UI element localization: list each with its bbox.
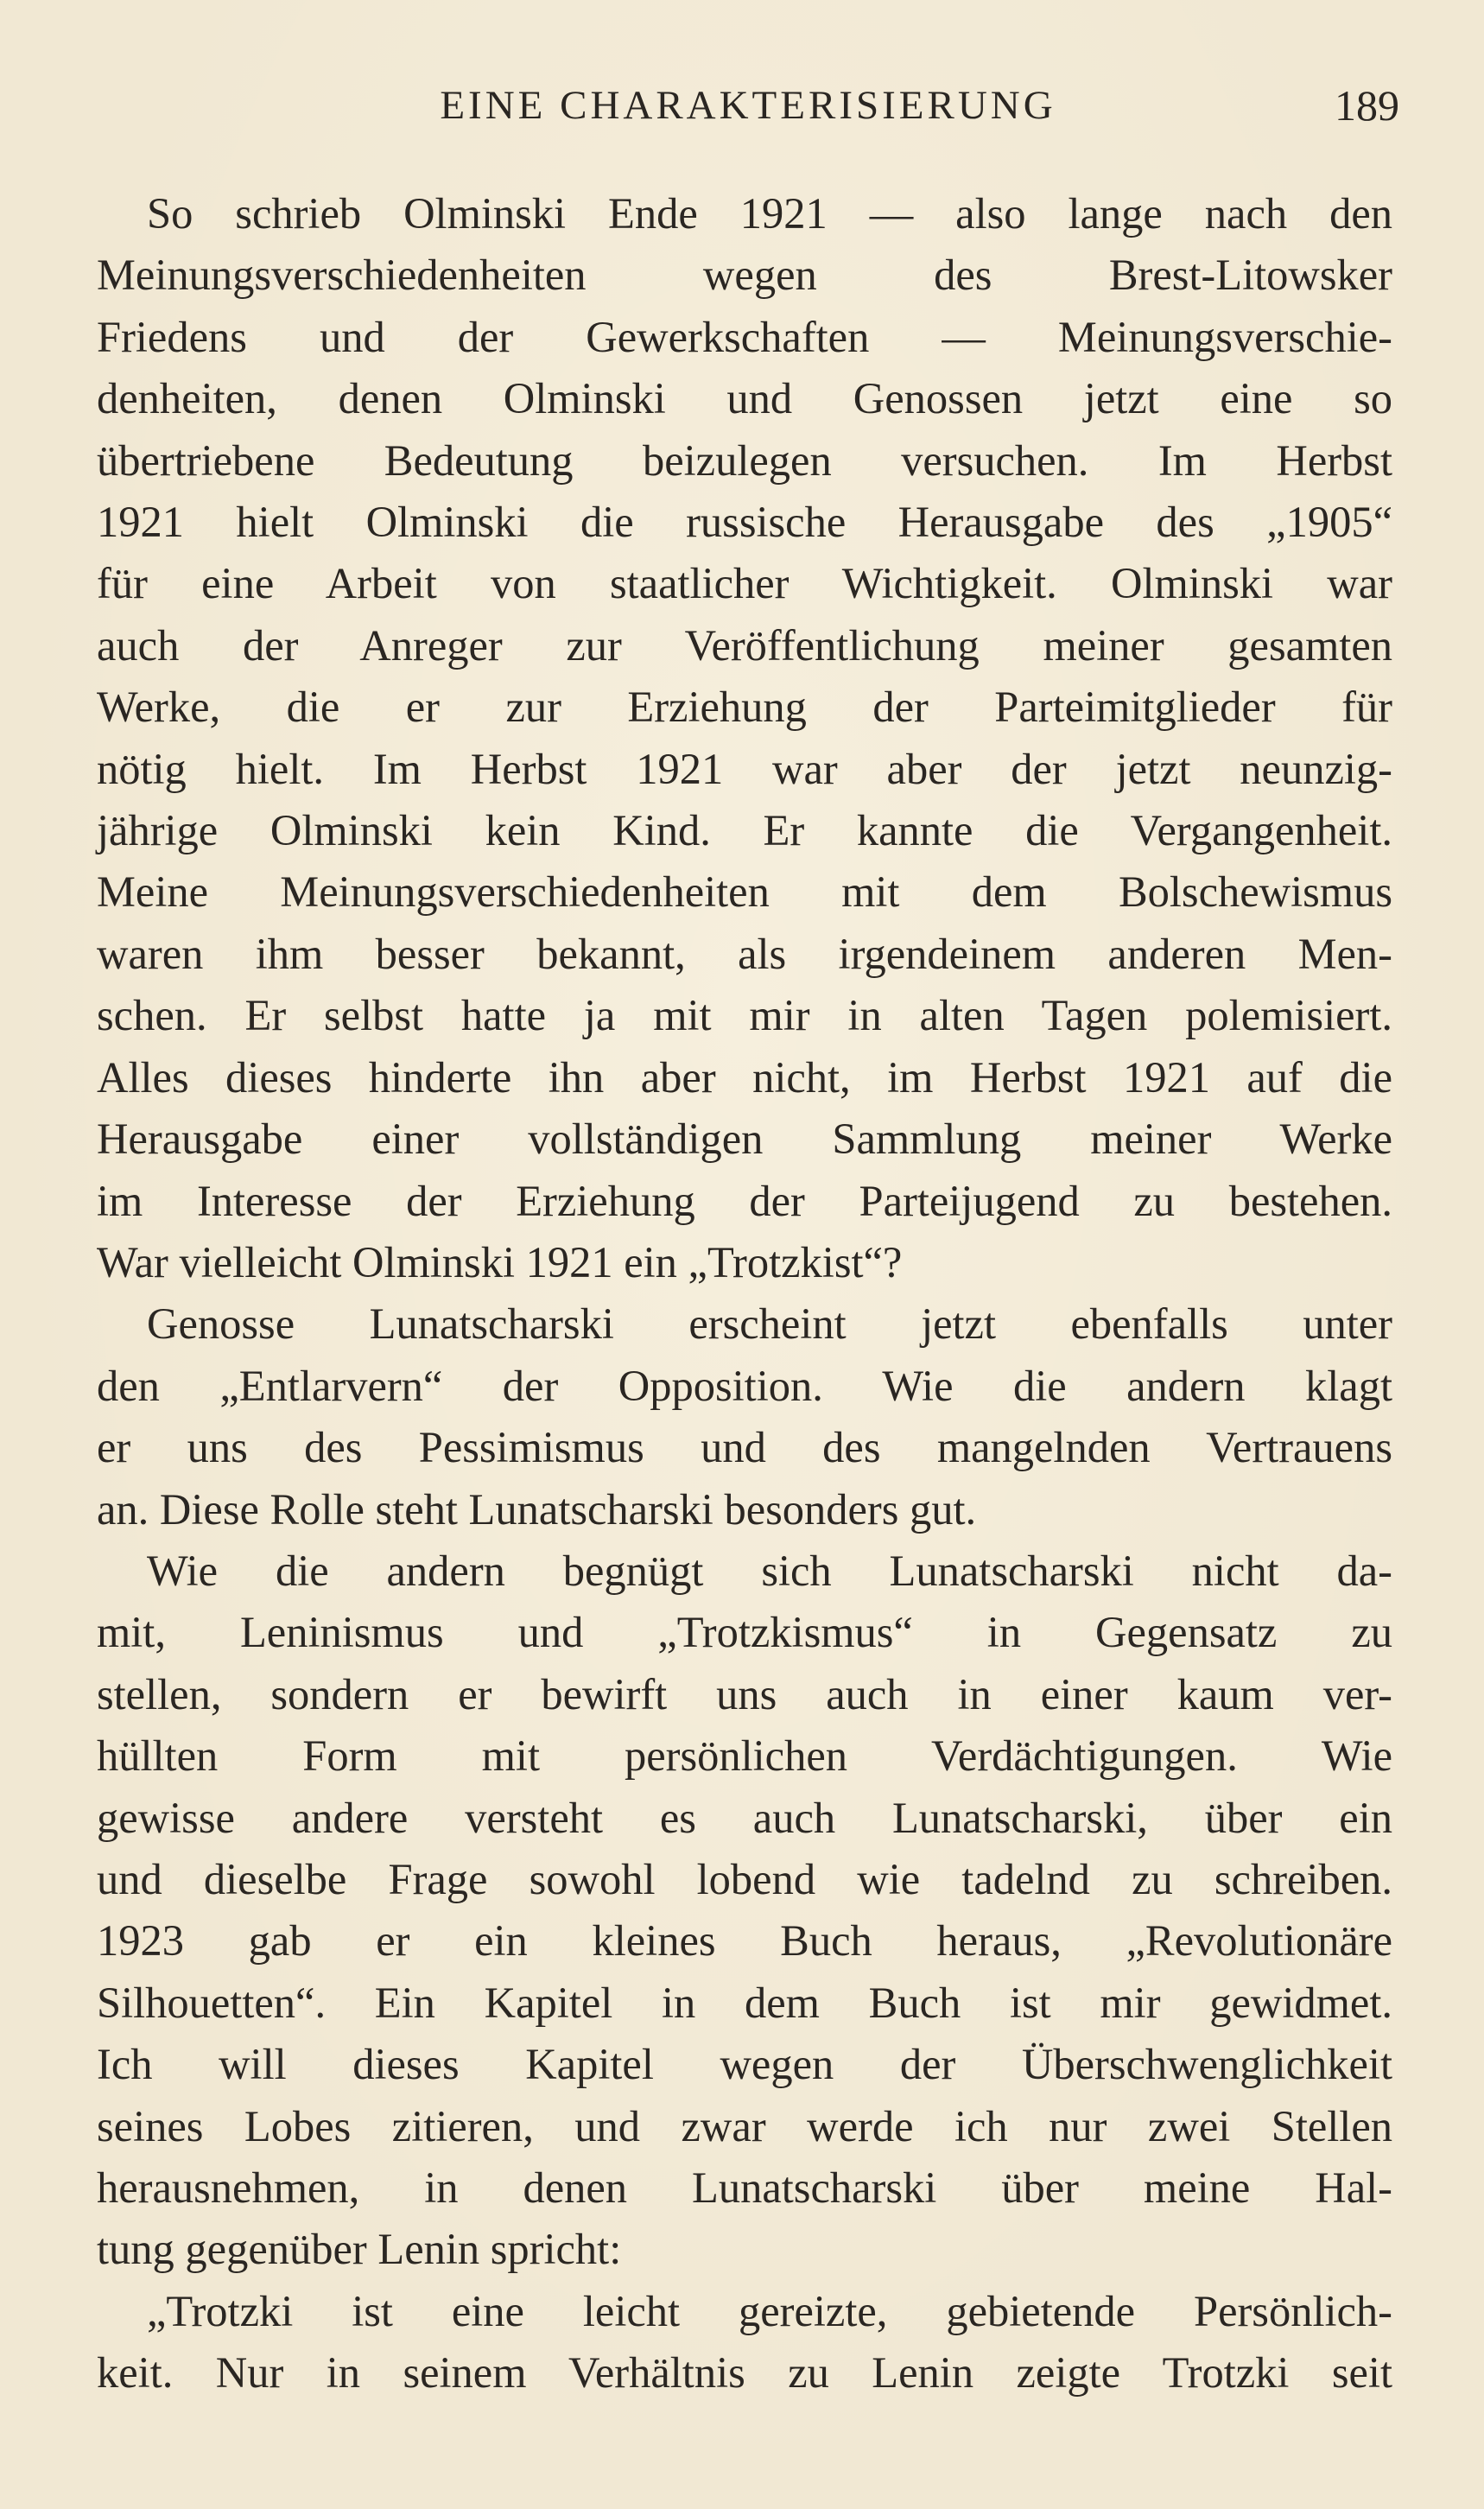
text-line: tung gegenüber Lenin spricht:	[97, 2225, 622, 2274]
paragraph-2	[97, 1293, 1392, 1540]
text-line: gewisse andere versteht es auch Lunatscharski, über ein	[97, 1793, 1392, 1842]
text-line: jährige Olminski kein Kind. Er kannte die Vergangenheit.	[97, 806, 1392, 855]
text-line: stellen, sondern er bewirft uns auch in einer kaum ver-	[97, 1669, 1392, 1718]
running-head	[97, 79, 1399, 131]
text-line: Genosse Lunatscharski erscheint jetzt ebenfalls unter	[147, 1299, 1392, 1349]
text-line: auch der Anreger zur Veröffentlichung meiner gesamten	[97, 620, 1392, 670]
text-line: So schrieb Olminski Ende 1921 — also lange nach den	[147, 189, 1392, 238]
page-number: 189	[1335, 81, 1399, 130]
text-line: denheiten, denen Olminski und Genossen jetzt eine so	[97, 374, 1392, 423]
body-text	[97, 183, 1392, 2404]
text-line: den „Entlarvern“ der Opposition. Wie die andern klagt	[97, 1361, 1392, 1410]
text-line: er uns des Pessimismus und des mangelnden Vertrauens	[97, 1423, 1392, 1472]
text-line: übertriebene Bedeutung beizulegen versuchen. Im Herbst	[97, 435, 1392, 485]
text-line: Meine Meinungsverschiedenheiten mit dem Bolschewismus	[97, 867, 1392, 917]
paragraph-4	[97, 2281, 1392, 2404]
text-line: waren ihm besser bekannt, als irgendeinem anderen Men-	[97, 929, 1392, 978]
text-line: 1921 hielt Olminski die russische Herausgabe des „1905“	[97, 498, 1392, 547]
running-title: EINE CHARAKTERISIERUNG	[440, 83, 1056, 128]
text-line: Meinungsverschiedenheiten wegen des Brest-Litowsker	[97, 251, 1392, 300]
text-line: an. Diese Rolle steht Lunatscharski besonders gut.	[97, 1484, 977, 1534]
text-line: nötig hielt. Im Herbst 1921 war aber der jetzt neunzig-	[97, 744, 1392, 793]
paragraph-3	[97, 1540, 1392, 2281]
text-line: hüllten Form mit persönlichen Verdächtigungen. Wie	[97, 1731, 1392, 1781]
text-line: im Interesse der Erziehung der Parteijugend zu bestehen.	[97, 1176, 1392, 1225]
text-line: seines Lobes zitieren, und zwar werde ich nur zwei Stellen	[97, 2101, 1392, 2150]
text-line: „Trotzki ist eine leicht gereizte, gebietende Persönlich-	[147, 2286, 1392, 2335]
text-line: Wie die andern begnügt sich Lunatscharski nicht da-	[147, 1546, 1392, 1595]
text-line: Ich will dieses Kapitel wegen der Überschwenglichkeit	[97, 2040, 1392, 2089]
text-line: Alles dieses hinderte ihn aber nicht, im Herbst 1921 auf die	[97, 1052, 1392, 1102]
text-line: War vielleicht Olminski 1921 ein „Trotzkist“?	[97, 1237, 903, 1286]
text-line: Friedens und der Gewerkschaften — Meinungsverschie-	[97, 312, 1392, 361]
text-line: Werke, die er zur Erziehung der Parteimitglieder für	[97, 683, 1392, 732]
text-line: mit, Leninismus und „Trotzkismus“ in Gegensatz zu	[97, 1608, 1392, 1657]
paragraph-1	[97, 183, 1392, 1293]
text-line: Silhouetten“. Ein Kapitel in dem Buch ist mir gewidmet.	[97, 1978, 1392, 2027]
text-line: Herausgabe einer vollständigen Sammlung meiner Werke	[97, 1115, 1392, 1164]
text-line: schen. Er selbst hatte ja mit mir in alten Tagen polemisiert.	[97, 991, 1392, 1040]
text-line: 1923 gab er ein kleines Buch heraus, „Revolutionäre	[97, 1916, 1392, 1966]
text-line: herausnehmen, in denen Lunatscharski über meine Hal-	[97, 2163, 1392, 2212]
text-line: keit. Nur in seinem Verhältnis zu Lenin zeigte Trotzki seit	[97, 2348, 1392, 2398]
text-line: für eine Arbeit von staatlicher Wichtigkeit. Olminski war	[97, 559, 1392, 608]
text-line: und dieselbe Frage sowohl lobend wie tadelnd zu schreiben.	[97, 1854, 1392, 1903]
